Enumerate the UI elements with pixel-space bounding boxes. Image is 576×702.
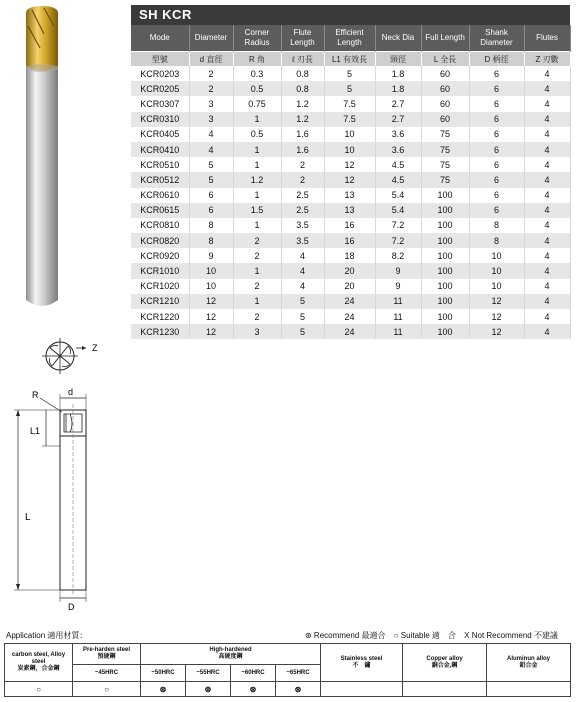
table-row [131,127,570,142]
table-cell: 60 [421,81,469,96]
table-cell: 100 [421,263,469,278]
table-cell: 5 [281,309,324,324]
table-cell: 4.5 [375,172,421,187]
l-label: L [25,512,31,523]
table-cell: 6 [189,203,233,218]
table-cell: 2 [233,233,281,248]
table-cell: 10 [189,279,233,294]
application-value: ⊛ [231,682,276,697]
table-row [131,172,570,187]
table-cell: KCR0510 [131,157,189,172]
table-cell: 2 [233,248,281,263]
table-cell: 11 [375,309,421,324]
table-cell: 2 [189,81,233,96]
header-1-cn: d 直徑 [189,52,233,67]
table-cell: 75 [421,157,469,172]
application-legend [305,630,564,641]
app-col-copper: Copper alloy 銅合金,鋼 [403,644,487,682]
table-cell: 100 [421,248,469,263]
table-cell: 75 [421,127,469,142]
table-cell: 100 [421,218,469,233]
table-cell: 1.6 [281,142,324,157]
table-cell: 5 [324,66,375,81]
table-cell: 0.5 [233,127,281,142]
table-cell: 1.2 [281,96,324,111]
table-cell: 4.5 [375,157,421,172]
table-row [131,157,570,172]
table-cell: 3.6 [375,127,421,142]
table-cell: 10 [324,142,375,157]
table-cell: 1.6 [281,127,324,142]
header-6-en: Full Length [421,25,469,52]
table-row [131,324,570,339]
table-cell: KCR0810 [131,218,189,233]
table-cell: 4 [189,142,233,157]
application-value [487,682,571,697]
table-cell: 10 [324,127,375,142]
table-cell: 4 [524,233,570,248]
table-row [131,188,570,203]
app-col-carbon: carbon steel, Alloy steel 炭素鋼，合金鋼 [5,644,73,682]
table-cell: 1 [233,263,281,278]
table-cell: KCR0820 [131,233,189,248]
table-cell: 4 [524,142,570,157]
legend-not-recommend: X Not Recommend 不建議 [464,631,558,640]
table-cell: 12 [469,324,524,339]
end-mill-photo [14,4,70,316]
table-cell: 12 [324,172,375,187]
legend-recommend: ⊛ Recommend 最適合 [305,631,386,640]
application-value: ○ [73,682,141,697]
table-row [131,294,570,309]
application-value [403,682,487,697]
table-cell: 4 [524,279,570,294]
header-3-en: Flute Length [281,25,324,52]
table-cell: 4 [524,324,570,339]
app-col-aluminum: Aluminun alloy 鋁合金 [487,644,571,682]
header-0-cn: 型號 [131,52,189,67]
table-cell: KCR0310 [131,112,189,127]
table-cell: 24 [324,309,375,324]
header-3-cn: ℓ 刃長 [281,52,324,67]
table-cell: 100 [421,279,469,294]
table-cell: 5 [281,324,324,339]
table-cell: 3.5 [281,233,324,248]
table-cell: KCR0410 [131,142,189,157]
application-value: ⊛ [276,682,321,697]
table-cell: 8 [469,218,524,233]
table-cell: 1 [233,157,281,172]
app-sub-50hrc: ~50HRC [141,665,186,682]
table-cell: 100 [421,309,469,324]
table-cell: 1 [233,188,281,203]
header-2-cn: R 角 [233,52,281,67]
table-cell: KCR0205 [131,81,189,96]
table-row [131,279,570,294]
table-cell: 4 [524,112,570,127]
table-cell: 10 [469,279,524,294]
table-cell: 4 [524,96,570,111]
table-cell: 1 [233,218,281,233]
header-8-cn: Z 刃數 [524,52,570,67]
header-8-en: Flutes [524,25,570,52]
table-row [131,81,570,96]
table-cell: 7.2 [375,218,421,233]
table-cell: 10 [469,263,524,278]
application-value: ○ [5,682,73,697]
table-cell: KCR1020 [131,279,189,294]
table-cell: 2.7 [375,96,421,111]
table-cell: 4 [524,218,570,233]
table-cell: 11 [375,294,421,309]
table-cell: 8 [189,233,233,248]
table-cell: 6 [469,96,524,111]
table-row [131,112,570,127]
table-cell: 5.4 [375,188,421,203]
table-cell: 1.5 [233,203,281,218]
table-cell: 75 [421,172,469,187]
table-cell: 100 [421,203,469,218]
header-2-en: Corner Radius [233,25,281,52]
table-cell: KCR0307 [131,96,189,111]
header-5-en: Neck Dia [375,25,421,52]
table-row [131,66,570,81]
table-cell: 20 [324,279,375,294]
table-cell: 0.8 [281,81,324,96]
table-cell: 10 [469,248,524,263]
table-cell: 4 [524,66,570,81]
table-cell: 2.5 [281,203,324,218]
table-cell: 10 [189,263,233,278]
table-cell: 60 [421,112,469,127]
table-cell: KCR0512 [131,172,189,187]
table-cell: 100 [421,188,469,203]
table-cell: 7.5 [324,96,375,111]
table-cell: 16 [324,218,375,233]
header-1-en: Diameter [189,25,233,52]
table-cell: 18 [324,248,375,263]
shank-d-label: D [68,602,75,612]
table-cell: KCR1010 [131,263,189,278]
spec-table-container [131,5,570,339]
table-cell: 2 [281,157,324,172]
table-row [131,263,570,278]
table-cell: 3 [189,96,233,111]
table-cell: KCR0920 [131,248,189,263]
table-cell: 16 [324,233,375,248]
table-cell: KCR0615 [131,203,189,218]
table-row [131,203,570,218]
application-label: Application 適用材質： [6,631,88,640]
table-cell: 75 [421,142,469,157]
table-cell: 3 [233,324,281,339]
r-label: R [32,390,39,400]
table-cell: 9 [375,263,421,278]
table-cell: 2 [281,172,324,187]
table-cell: 12 [189,324,233,339]
table-cell: 1 [233,112,281,127]
table-cell: 100 [421,233,469,248]
table-cell: 6 [469,142,524,157]
table-cell: 9 [189,248,233,263]
header-6-cn: L 全長 [421,52,469,67]
table-cell: 1 [233,142,281,157]
table-cell: 1.8 [375,66,421,81]
legend-suitable: ○ Suitable 適 合 [393,631,456,640]
table-cell: KCR1230 [131,324,189,339]
table-cell: 12 [189,309,233,324]
table-cell: 13 [324,188,375,203]
table-cell: 8.2 [375,248,421,263]
table-cell: KCR0203 [131,66,189,81]
header-0-en: Mode [131,25,189,52]
header-7-en: Shank Diameter [469,25,524,52]
app-sub-65hrc: ~65HRC [276,665,321,682]
table-cell: 60 [421,66,469,81]
table-cell: 4 [189,127,233,142]
header-4-cn: L1 有效長 [324,52,375,67]
table-cell: 4 [524,172,570,187]
table-cell: 100 [421,294,469,309]
table-cell: 2 [233,309,281,324]
table-cell: 4 [524,127,570,142]
table-cell: 12 [189,294,233,309]
table-cell: 6 [469,157,524,172]
table-cell: 4 [524,157,570,172]
table-cell: 12 [469,309,524,324]
table-cell: 2 [189,66,233,81]
table-cell: 2.7 [375,112,421,127]
header-row-english [131,25,570,52]
table-cell: 3.6 [375,142,421,157]
table-cell: 8 [469,233,524,248]
header-row-chinese [131,52,570,67]
table-cell: 8 [189,218,233,233]
table-cell: 3.5 [281,218,324,233]
cross-section-drawing [40,336,106,376]
table-cell: 4 [524,263,570,278]
table-cell: 0.75 [233,96,281,111]
spec-table-body [131,66,570,339]
spec-table [131,25,571,339]
table-cell: 4 [281,263,324,278]
header-4-en: Efficient Length [324,25,375,52]
table-cell: 1.2 [233,172,281,187]
table-cell: KCR0405 [131,127,189,142]
z-label: Z [92,343,98,353]
table-cell: 24 [324,324,375,339]
table-cell: 6 [469,172,524,187]
product-title: SH KCR [131,5,570,25]
table-cell: 4 [281,248,324,263]
table-cell: 12 [324,157,375,172]
table-row [131,248,570,263]
table-cell: 1.2 [281,112,324,127]
application-table [4,643,571,697]
table-cell: 9 [375,279,421,294]
table-cell: 6 [469,112,524,127]
app-sub-55hrc: ~55HRC [186,665,231,682]
table-cell: 11 [375,324,421,339]
application-value: ⊛ [141,682,186,697]
table-cell: 0.5 [233,81,281,96]
table-cell: 7.2 [375,233,421,248]
table-cell: 6 [469,66,524,81]
d-label: d [68,387,74,397]
table-cell: 1.8 [375,81,421,96]
application-value [321,682,403,697]
side-view-drawing [4,384,104,614]
app-col-preharden: Pre-harden steel 預硬鋼 [73,644,141,665]
table-cell: 5.4 [375,203,421,218]
table-cell: 6 [469,203,524,218]
table-cell: 3 [189,112,233,127]
table-cell: 4 [524,294,570,309]
app-col-stainless: Stainless steel 不 鏽 [321,644,403,682]
table-row [131,233,570,248]
table-cell: 12 [469,294,524,309]
table-cell: KCR1210 [131,294,189,309]
table-cell: 4 [524,188,570,203]
table-row [131,309,570,324]
table-cell: 6 [469,81,524,96]
table-cell: 4 [524,81,570,96]
table-cell: 100 [421,324,469,339]
table-cell: 4 [524,248,570,263]
header-5-cn: 頸徑 [375,52,421,67]
table-cell: 0.8 [281,66,324,81]
table-cell: 5 [189,172,233,187]
table-cell: 4 [524,203,570,218]
table-cell: 4 [524,309,570,324]
table-row [131,218,570,233]
app-col-high-hardened: High-hardened 高硬度鋼 [141,644,321,665]
table-cell: 6 [469,188,524,203]
table-cell: 2.5 [281,188,324,203]
table-cell: 6 [189,188,233,203]
table-cell: 5 [324,81,375,96]
app-sub-60hrc: ~60HRC [231,665,276,682]
header-7-cn: D 柄徑 [469,52,524,67]
table-cell: 5 [189,157,233,172]
table-row [131,96,570,111]
app-sub-45hrc: ~45HRC [73,665,141,682]
table-cell: 20 [324,263,375,278]
table-cell: 4 [281,279,324,294]
l1-label: L1 [30,426,41,436]
application-values-row [5,682,571,697]
table-cell: 60 [421,96,469,111]
table-cell: KCR0610 [131,188,189,203]
table-cell: KCR1220 [131,309,189,324]
table-cell: 13 [324,203,375,218]
table-cell: 6 [469,127,524,142]
table-cell: 1 [233,294,281,309]
table-cell: 7.5 [324,112,375,127]
table-cell: 24 [324,294,375,309]
table-cell: 5 [281,294,324,309]
table-cell: 2 [233,279,281,294]
table-row [131,142,570,157]
table-cell: 0.3 [233,66,281,81]
application-value: ⊛ [186,682,231,697]
